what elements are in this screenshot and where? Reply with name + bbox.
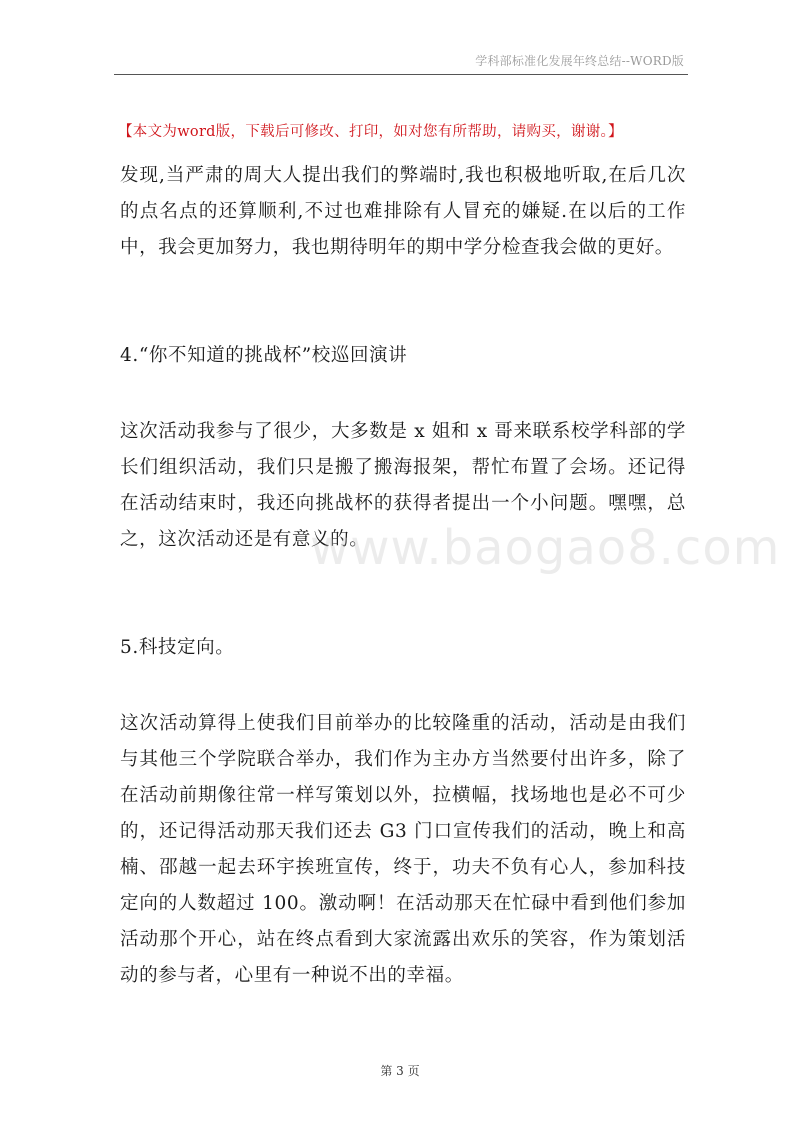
paragraph-1: 发现,当严肃的周大人提出我们的弊端时,我也积极地听取,在后几次的点名点的还算顺利,不过也难排除有人冒充的嫌疑.在以后的工作中，我会更加努力，我也期待明年的期中学分检查我会做的更好。 — [120, 165, 686, 258]
header-divider — [114, 74, 688, 75]
page-header-title: 学科部标准化发展年终总结--WORD版 — [475, 54, 684, 68]
section-heading-5: 5.科技定向。 — [120, 637, 235, 658]
watermark: www.baogao8.com — [310, 520, 781, 576]
paragraph-2: 这次活动我参与了很少，大多数是 x 姐和 x 哥来联系校学科部的学长们组织活动，我们只是搬了搬海报架，帮忙布置了会场。还记得在活动结束时，我还向挑战杯的获得者提出一个小问题。嘿嘿，总之，这次活动还是有意义的。 — [120, 421, 686, 550]
download-notice: 【本文为word版，下载后可修改、打印，如对您有所帮助，请购买，谢谢。】 — [118, 124, 623, 140]
section-heading-4: 4.“你不知道的挑战杯”校巡回演讲 — [120, 345, 408, 366]
paragraph-3: 这次活动算得上使我们目前举办的比较隆重的活动，活动是由我们与其他三个学院联合举办，我们作为主办方当然要付出许多，除了在活动前期像往常一样写策划以外，拉横幅，找场地也是必不可少的，还记得活动那天我们还去 G3 门口宣传我们的活动，晚上和高楠、邵越一起去环宇挨班宣传，终于，功夫不负有心人，参加科技定向的人数超过 100。激动啊！在活动那天在忙碌中看到他们参加活动那个开心，站在终点看到大家流露出欢乐的笑容，作为策划活动的参与者，心里有一种说不出的幸福。 — [120, 713, 686, 986]
page-number: 第 3 页 — [380, 1064, 420, 1078]
